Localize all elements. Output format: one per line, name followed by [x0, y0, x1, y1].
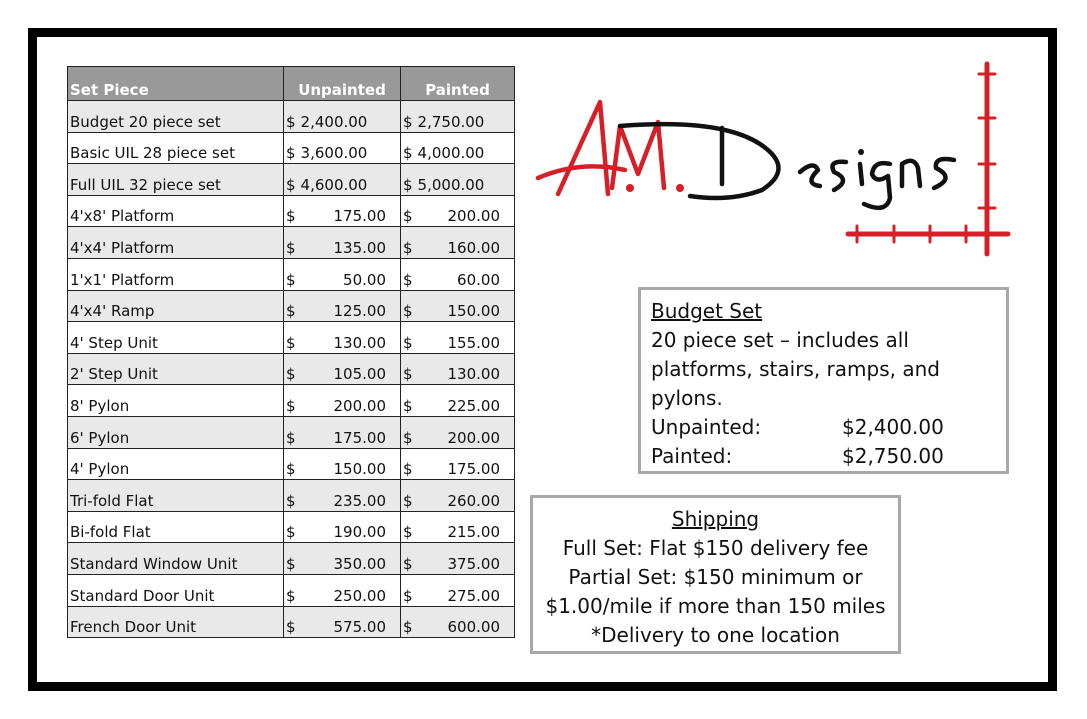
header-unpainted: Unpainted: [284, 67, 401, 101]
unpainted-amount: 175.00: [333, 207, 386, 226]
currency-symbol: $: [286, 523, 296, 542]
painted-price: [401, 290, 515, 322]
currency-symbol: $: [286, 365, 296, 384]
table-row: [68, 322, 515, 354]
currency-symbol: $: [403, 396, 413, 415]
unpainted-price: [284, 574, 401, 606]
currency-symbol: $: [403, 618, 413, 637]
shipping-line-note: *Delivery to one location: [591, 623, 840, 647]
currency-symbol: $: [403, 554, 413, 573]
shipping-line-partial-set: Partial Set: $150 minimum or: [568, 565, 863, 589]
currency-symbol: $: [403, 112, 413, 131]
header-painted: Painted: [401, 67, 515, 101]
header-set-piece: Set Piece: [68, 67, 284, 101]
table-row: [68, 511, 515, 543]
unpainted-amount: 235.00: [333, 491, 386, 510]
painted-amount: 60.00: [457, 270, 500, 289]
currency-symbol: $: [403, 523, 413, 542]
currency-symbol: $: [286, 618, 296, 637]
painted-amount: 130.00: [447, 365, 500, 384]
logo-dot: [626, 184, 634, 192]
unpainted-amount: 50.00: [343, 270, 386, 289]
set-piece-name: Budget 20 piece set: [68, 101, 284, 133]
table-row: [68, 385, 515, 417]
currency-symbol: $: [403, 144, 413, 163]
painted-amount: 260.00: [447, 491, 500, 510]
am-designs-logo: [530, 56, 1020, 266]
painted-price: [401, 416, 515, 448]
currency-symbol: $: [403, 586, 413, 605]
set-piece-name: Basic UIL 28 piece set: [68, 132, 284, 164]
painted-price: [401, 322, 515, 354]
unpainted-amount: 350.00: [333, 554, 386, 573]
table-row: [68, 227, 515, 259]
currency-symbol: $: [286, 333, 296, 352]
set-piece-name: French Door Unit: [68, 606, 284, 638]
unpainted-price: [284, 195, 401, 227]
currency-symbol: $: [286, 175, 296, 194]
table-row: [68, 606, 515, 638]
logo-am-letters: [538, 102, 664, 194]
table-row: [68, 353, 515, 385]
unpainted-price: [284, 480, 401, 512]
unpainted-price: [284, 101, 401, 133]
set-piece-name: Standard Window Unit: [68, 543, 284, 575]
unpainted-price: [284, 258, 401, 290]
painted-price: [401, 385, 515, 417]
currency-symbol: $: [286, 302, 296, 321]
currency-symbol: $: [286, 112, 296, 131]
logo-designs-letters: [620, 124, 954, 208]
unpainted-amount: 190.00: [333, 523, 386, 542]
painted-amount: 600.00: [447, 618, 500, 637]
unpainted-amount: 135.00: [333, 238, 386, 257]
table-row: [68, 448, 515, 480]
ruler-mark: [848, 64, 1008, 254]
set-piece-name: 8' Pylon: [68, 385, 284, 417]
table-row: [68, 543, 515, 575]
currency-symbol: $: [286, 460, 296, 479]
unpainted-price: [284, 606, 401, 638]
painted-price: [401, 132, 515, 164]
table-header-row: [68, 67, 515, 101]
painted-amount: 275.00: [447, 586, 500, 605]
table-row: [68, 258, 515, 290]
table-row: [68, 101, 515, 133]
unpainted-amount: 2,400.00: [300, 112, 368, 131]
unpainted-price: [284, 322, 401, 354]
unpainted-price: [284, 132, 401, 164]
currency-symbol: $: [286, 207, 296, 226]
unpainted-price: [284, 543, 401, 575]
currency-symbol: $: [403, 428, 413, 447]
painted-amount: 175.00: [447, 460, 500, 479]
currency-symbol: $: [403, 333, 413, 352]
shipping-title: Shipping: [671, 507, 760, 531]
painted-price: [401, 195, 515, 227]
logo-dot: [676, 184, 684, 192]
set-piece-name: 4' Pylon: [68, 448, 284, 480]
painted-price: [401, 101, 515, 133]
painted-price: [401, 164, 515, 196]
currency-symbol: $: [286, 396, 296, 415]
unpainted-price: [284, 290, 401, 322]
set-piece-name: Tri-fold Flat: [68, 480, 284, 512]
set-piece-name: 6' Pylon: [68, 416, 284, 448]
painted-amount: 4,000.00: [417, 144, 485, 163]
currency-symbol: $: [403, 270, 413, 289]
budget-set-box: [638, 287, 1009, 474]
unpainted-price: [284, 448, 401, 480]
budget-painted-price: $2,750.00: [842, 444, 944, 468]
currency-symbol: $: [286, 270, 296, 289]
set-piece-name: 4'x4' Ramp: [68, 290, 284, 322]
painted-amount: 200.00: [447, 207, 500, 226]
budget-title: Budget Set: [651, 299, 763, 323]
budget-painted-label: Painted:: [651, 444, 733, 468]
unpainted-amount: 200.00: [333, 396, 386, 415]
currency-symbol: $: [403, 491, 413, 510]
unpainted-amount: 3,600.00: [300, 144, 368, 163]
unpainted-price: [284, 511, 401, 543]
budget-painted-row: [651, 442, 996, 471]
currency-symbol: $: [403, 207, 413, 226]
table-row: [68, 480, 515, 512]
table-row: [68, 416, 515, 448]
currency-symbol: $: [286, 144, 296, 163]
set-piece-name: Bi-fold Flat: [68, 511, 284, 543]
painted-price: [401, 574, 515, 606]
currency-symbol: $: [403, 302, 413, 321]
budget-unpainted-row: [651, 413, 996, 442]
budget-unpainted-label: Unpainted:: [651, 415, 762, 439]
currency-symbol: $: [286, 491, 296, 510]
painted-amount: 225.00: [447, 396, 500, 415]
shipping-line-full-set: Full Set: Flat $150 delivery fee: [562, 536, 869, 560]
table-row: [68, 290, 515, 322]
painted-price: [401, 606, 515, 638]
unpainted-price: [284, 227, 401, 259]
price-table: [67, 66, 515, 638]
currency-symbol: $: [286, 586, 296, 605]
currency-symbol: $: [286, 238, 296, 257]
unpainted-amount: 150.00: [333, 460, 386, 479]
painted-price: [401, 543, 515, 575]
painted-price: [401, 227, 515, 259]
currency-symbol: $: [403, 460, 413, 479]
table-row: [68, 132, 515, 164]
table-row: [68, 574, 515, 606]
unpainted-amount: 105.00: [333, 365, 386, 384]
set-piece-name: 2' Step Unit: [68, 353, 284, 385]
unpainted-price: [284, 164, 401, 196]
unpainted-price: [284, 385, 401, 417]
painted-price: [401, 480, 515, 512]
painted-amount: 375.00: [447, 554, 500, 573]
painted-price: [401, 353, 515, 385]
currency-symbol: $: [286, 428, 296, 447]
painted-amount: 5,000.00: [417, 175, 485, 194]
currency-symbol: $: [403, 238, 413, 257]
currency-symbol: $: [403, 365, 413, 384]
unpainted-amount: 4,600.00: [300, 175, 368, 194]
painted-amount: 155.00: [447, 333, 500, 352]
unpainted-amount: 125.00: [333, 302, 386, 321]
painted-price: [401, 258, 515, 290]
painted-amount: 150.00: [447, 302, 500, 321]
set-piece-name: Standard Door Unit: [68, 574, 284, 606]
budget-description: 20 piece set – includes all platforms, stairs, ramps, and pylons.: [651, 328, 940, 410]
unpainted-amount: 575.00: [333, 618, 386, 637]
painted-amount: 2,750.00: [417, 112, 485, 131]
currency-symbol: $: [403, 175, 413, 194]
budget-unpainted-price: $2,400.00: [842, 415, 944, 439]
table-row: [68, 195, 515, 227]
painted-price: [401, 511, 515, 543]
shipping-box: [530, 495, 901, 654]
painted-amount: 160.00: [447, 238, 500, 257]
set-piece-name: 4'x8' Platform: [68, 195, 284, 227]
table-row: [68, 164, 515, 196]
unpainted-price: [284, 353, 401, 385]
table-body: [68, 101, 515, 638]
unpainted-amount: 130.00: [333, 333, 386, 352]
unpainted-amount: 175.00: [333, 428, 386, 447]
shipping-line-per-mile: $1.00/mile if more than 150 miles: [545, 594, 886, 618]
set-piece-name: Full UIL 32 piece set: [68, 164, 284, 196]
painted-amount: 215.00: [447, 523, 500, 542]
unpainted-price: [284, 416, 401, 448]
painted-amount: 200.00: [447, 428, 500, 447]
set-piece-name: 4' Step Unit: [68, 322, 284, 354]
currency-symbol: $: [286, 554, 296, 573]
set-piece-name: 1'x1' Platform: [68, 258, 284, 290]
set-piece-name: 4'x4' Platform: [68, 227, 284, 259]
painted-price: [401, 448, 515, 480]
unpainted-amount: 250.00: [333, 586, 386, 605]
